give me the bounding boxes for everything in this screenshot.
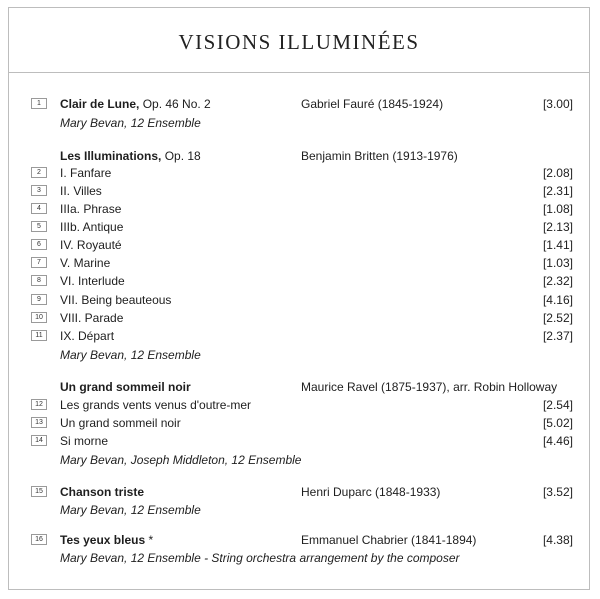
track-title: IV. Royauté <box>60 238 122 252</box>
work-heading <box>60 147 201 165</box>
track-row[interactable] <box>9 432 591 450</box>
track-row[interactable] <box>9 327 591 345</box>
track-title: Si morne <box>60 434 109 448</box>
track-title: IX. Départ <box>60 329 115 343</box>
performers-row <box>9 451 591 469</box>
track-row[interactable] <box>9 182 591 200</box>
track-title: Un grand sommeil noir <box>60 416 181 430</box>
work-title: Tes yeux bleus <box>60 533 146 547</box>
track-row[interactable] <box>9 483 591 501</box>
track-duration: [5.02] <box>542 416 573 430</box>
performers: Mary Bevan, 12 Ensemble <box>60 503 201 517</box>
performers-row <box>9 549 591 567</box>
track-number: 4 <box>31 203 47 214</box>
performers-row <box>9 114 591 132</box>
track-title: Les grands vents venus d'outre-mer <box>60 398 252 412</box>
track-row[interactable] <box>9 309 591 327</box>
work-header <box>9 147 591 165</box>
work-title: Un grand sommeil noir <box>60 380 191 394</box>
track-row[interactable] <box>9 272 591 290</box>
album-title: VISIONS ILLUMINÉES <box>178 30 420 54</box>
track-row[interactable] <box>9 291 591 309</box>
track-title <box>60 95 211 113</box>
track-number: 16 <box>31 534 47 545</box>
track-title: IIIa. Phrase <box>60 202 122 216</box>
work-title: Clair de Lune, <box>60 97 140 111</box>
track-number: 2 <box>31 167 47 178</box>
track-row[interactable] <box>9 414 591 432</box>
track-number: 14 <box>31 435 47 446</box>
track-row[interactable] <box>9 396 591 414</box>
track-row[interactable] <box>9 95 591 113</box>
track-duration: [2.52] <box>542 311 573 325</box>
work-title: Chanson triste <box>60 485 145 499</box>
track-number: 10 <box>31 312 47 323</box>
track-number: 15 <box>31 486 47 497</box>
track-duration: [1.41] <box>542 238 573 252</box>
performers: Mary Bevan, 12 Ensemble - String orchestra arrangement by the composer <box>60 551 460 565</box>
track-duration: [1.08] <box>542 202 573 216</box>
track-number: 8 <box>31 275 47 286</box>
track-number: 13 <box>31 417 47 428</box>
track-number: 7 <box>31 257 47 268</box>
track-row[interactable] <box>9 254 591 272</box>
track-duration: [2.32] <box>542 274 573 288</box>
track-duration: [2.37] <box>542 329 573 343</box>
composer: Henri Duparc (1848-1933) <box>301 485 441 499</box>
work-opus: Op. 46 No. 2 <box>139 97 211 111</box>
track-title: I. Fanfare <box>60 166 112 180</box>
title-bar <box>9 8 589 73</box>
track-row[interactable] <box>9 164 591 182</box>
performers: Mary Bevan, 12 Ensemble <box>60 348 201 362</box>
track-row[interactable] <box>9 531 591 549</box>
track-duration: [2.54] <box>542 398 573 412</box>
track-title: II. Villes <box>60 184 102 198</box>
performers: Mary Bevan, Joseph Middleton, 12 Ensemble <box>60 453 302 467</box>
composer: Gabriel Fauré (1845-1924) <box>301 97 444 111</box>
track-title: VII. Being beauteous <box>60 293 172 307</box>
track-number: 3 <box>31 185 47 196</box>
track-row[interactable] <box>9 236 591 254</box>
asterisk-mark: * <box>145 533 154 547</box>
work-title: Les Illuminations, <box>60 149 162 163</box>
track-duration: [2.31] <box>542 184 573 198</box>
track-row[interactable] <box>9 200 591 218</box>
track-number: 5 <box>31 221 47 232</box>
track-title: VIII. Parade <box>60 311 124 325</box>
work-header <box>9 378 591 396</box>
track-duration: [1.03] <box>542 256 573 270</box>
performers: Mary Bevan, 12 Ensemble <box>60 116 201 130</box>
performers-row <box>9 501 591 519</box>
performers-row <box>9 346 591 364</box>
track-duration: [3.52] <box>542 485 573 499</box>
track-duration: [4.46] <box>542 434 573 448</box>
track-title: VI. Interlude <box>60 274 125 288</box>
track-number: 12 <box>31 399 47 410</box>
track-row[interactable] <box>9 218 591 236</box>
track-duration: [4.38] <box>542 533 573 547</box>
track-number: 9 <box>31 294 47 305</box>
track-title <box>60 531 153 549</box>
track-duration: [3.00] <box>542 97 573 111</box>
track-duration: [2.13] <box>542 220 573 234</box>
track-duration: [2.08] <box>542 166 573 180</box>
composer: Benjamin Britten (1913-1976) <box>301 149 458 163</box>
track-duration: [4.16] <box>542 293 573 307</box>
track-title: V. Marine <box>60 256 111 270</box>
track-title: IIIb. Antique <box>60 220 124 234</box>
tracklist-panel <box>8 7 590 590</box>
track-number: 11 <box>31 330 47 341</box>
track-number: 6 <box>31 239 47 250</box>
work-opus: Op. 18 <box>161 149 201 163</box>
composer: Emmanuel Chabrier (1841-1894) <box>301 533 477 547</box>
composer: Maurice Ravel (1875-1937), arr. Robin Holloway <box>301 380 558 394</box>
track-number: 1 <box>31 98 47 109</box>
